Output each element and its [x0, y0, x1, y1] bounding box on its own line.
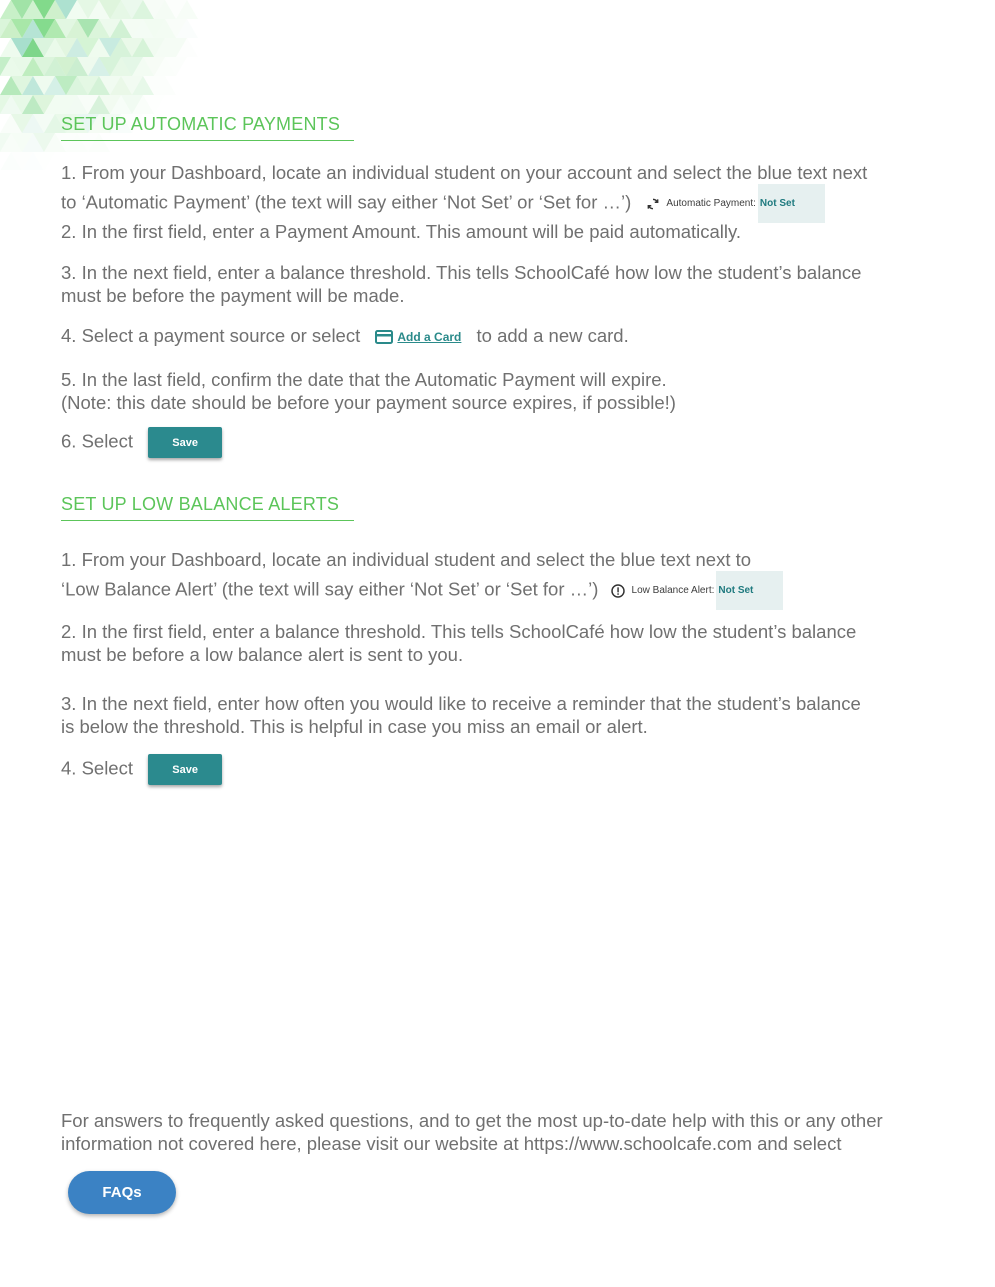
low-balance-alert-value-link[interactable]: Not Set: [716, 571, 783, 610]
alert-circle-icon: [610, 583, 626, 599]
lb-step-2: [61, 620, 856, 666]
section-title-low-balance-alerts: SET UP LOW BALANCE ALERTS: [61, 494, 340, 514]
low-balance-alert-chip: [610, 571, 784, 610]
ap-step-5: [61, 368, 676, 414]
credit-card-icon: [375, 330, 393, 344]
ap-step-3: [61, 261, 861, 307]
ap-step-1: [61, 161, 867, 223]
lb-step-3-line-1: 3. In the next field, enter how often you would like to receive a reminder that the student’s balance: [61, 693, 861, 714]
section-divider: [61, 520, 354, 521]
ap-step-1-line-2-row: [61, 184, 867, 223]
footer-line-1: For answers to frequently asked questions, and to get the most up-to-date help with this or any other: [61, 1110, 883, 1131]
ap-step-2: 2. In the first field, enter a Payment Amount. This amount will be paid automatically.: [61, 221, 742, 242]
section-title-automatic-payments: SET UP AUTOMATIC PAYMENTS: [61, 114, 341, 134]
lb-step-3-line-2: is below the threshold. This is helpful in case you miss an email or alert.: [61, 716, 648, 737]
add-card-label: Add a Card: [397, 329, 462, 344]
lb-step-4-pre: 4. Select: [61, 757, 133, 779]
refresh-icon: [646, 197, 660, 211]
ap-step-4-pre: 4. Select a payment source or select: [61, 325, 361, 346]
faqs-button[interactable]: FAQs: [68, 1171, 176, 1214]
decorative-triangle-pattern: [0, 0, 200, 170]
ap-step-3-line-1: 3. In the next field, enter a balance threshold. This tells SchoolCafé how low the student’s balance: [61, 262, 862, 283]
ap-step-1-line-2: to ‘Automatic Payment’ (the text will say either ‘Not Set’ or ‘Set for …’): [61, 191, 632, 213]
ap-step-6-pre: 6. Select: [61, 430, 133, 452]
lb-step-1-line-1: 1. From your Dashboard, locate an individual student and select the blue text next to: [61, 549, 752, 570]
automatic-payment-value-link[interactable]: Not Set: [758, 184, 825, 223]
ap-step-6: [61, 427, 222, 458]
ap-step-1-line-1: 1. From your Dashboard, locate an individual student on your account and select the blue text next: [61, 162, 868, 183]
lb-step-1-line-2: ‘Low Balance Alert’ (the text will say either ‘Not Set’ or ‘Set for …’): [61, 578, 599, 600]
automatic-payment-label: Automatic Payment:: [666, 198, 756, 209]
low-balance-alert-label: Low Balance Alert:: [631, 585, 715, 596]
section-divider: [61, 140, 354, 141]
ap-step-4-post: to add a new card.: [476, 325, 629, 346]
lb-step-2-line-1: 2. In the first field, enter a balance threshold. This tells SchoolCafé how low the student’s balance: [61, 621, 857, 642]
footer-help-text: [61, 1109, 883, 1155]
lb-step-1-line-2-row: [61, 571, 783, 610]
add-card-link[interactable]: [375, 326, 461, 349]
ap-step-3-line-2: must be before the payment will be made.: [61, 285, 405, 306]
lb-step-4: [61, 754, 222, 785]
lb-step-3: [61, 692, 861, 738]
footer-line-2: information not covered here, please visit our website at https://www.schoolcafe.com and select: [61, 1133, 842, 1154]
lb-step-2-line-2: must be before a low balance alert is sent to you.: [61, 644, 464, 665]
save-button[interactable]: Save: [148, 427, 222, 458]
save-button[interactable]: Save: [148, 754, 222, 785]
lb-step-1: [61, 548, 783, 610]
ap-step-4: [61, 324, 629, 349]
ap-step-5-line-2: (Note: this date should be before your payment source expires, if possible!): [61, 392, 676, 413]
ap-step-5-line-1: 5. In the last field, confirm the date that the Automatic Payment will expire.: [61, 369, 667, 390]
automatic-payment-chip: [646, 184, 824, 223]
